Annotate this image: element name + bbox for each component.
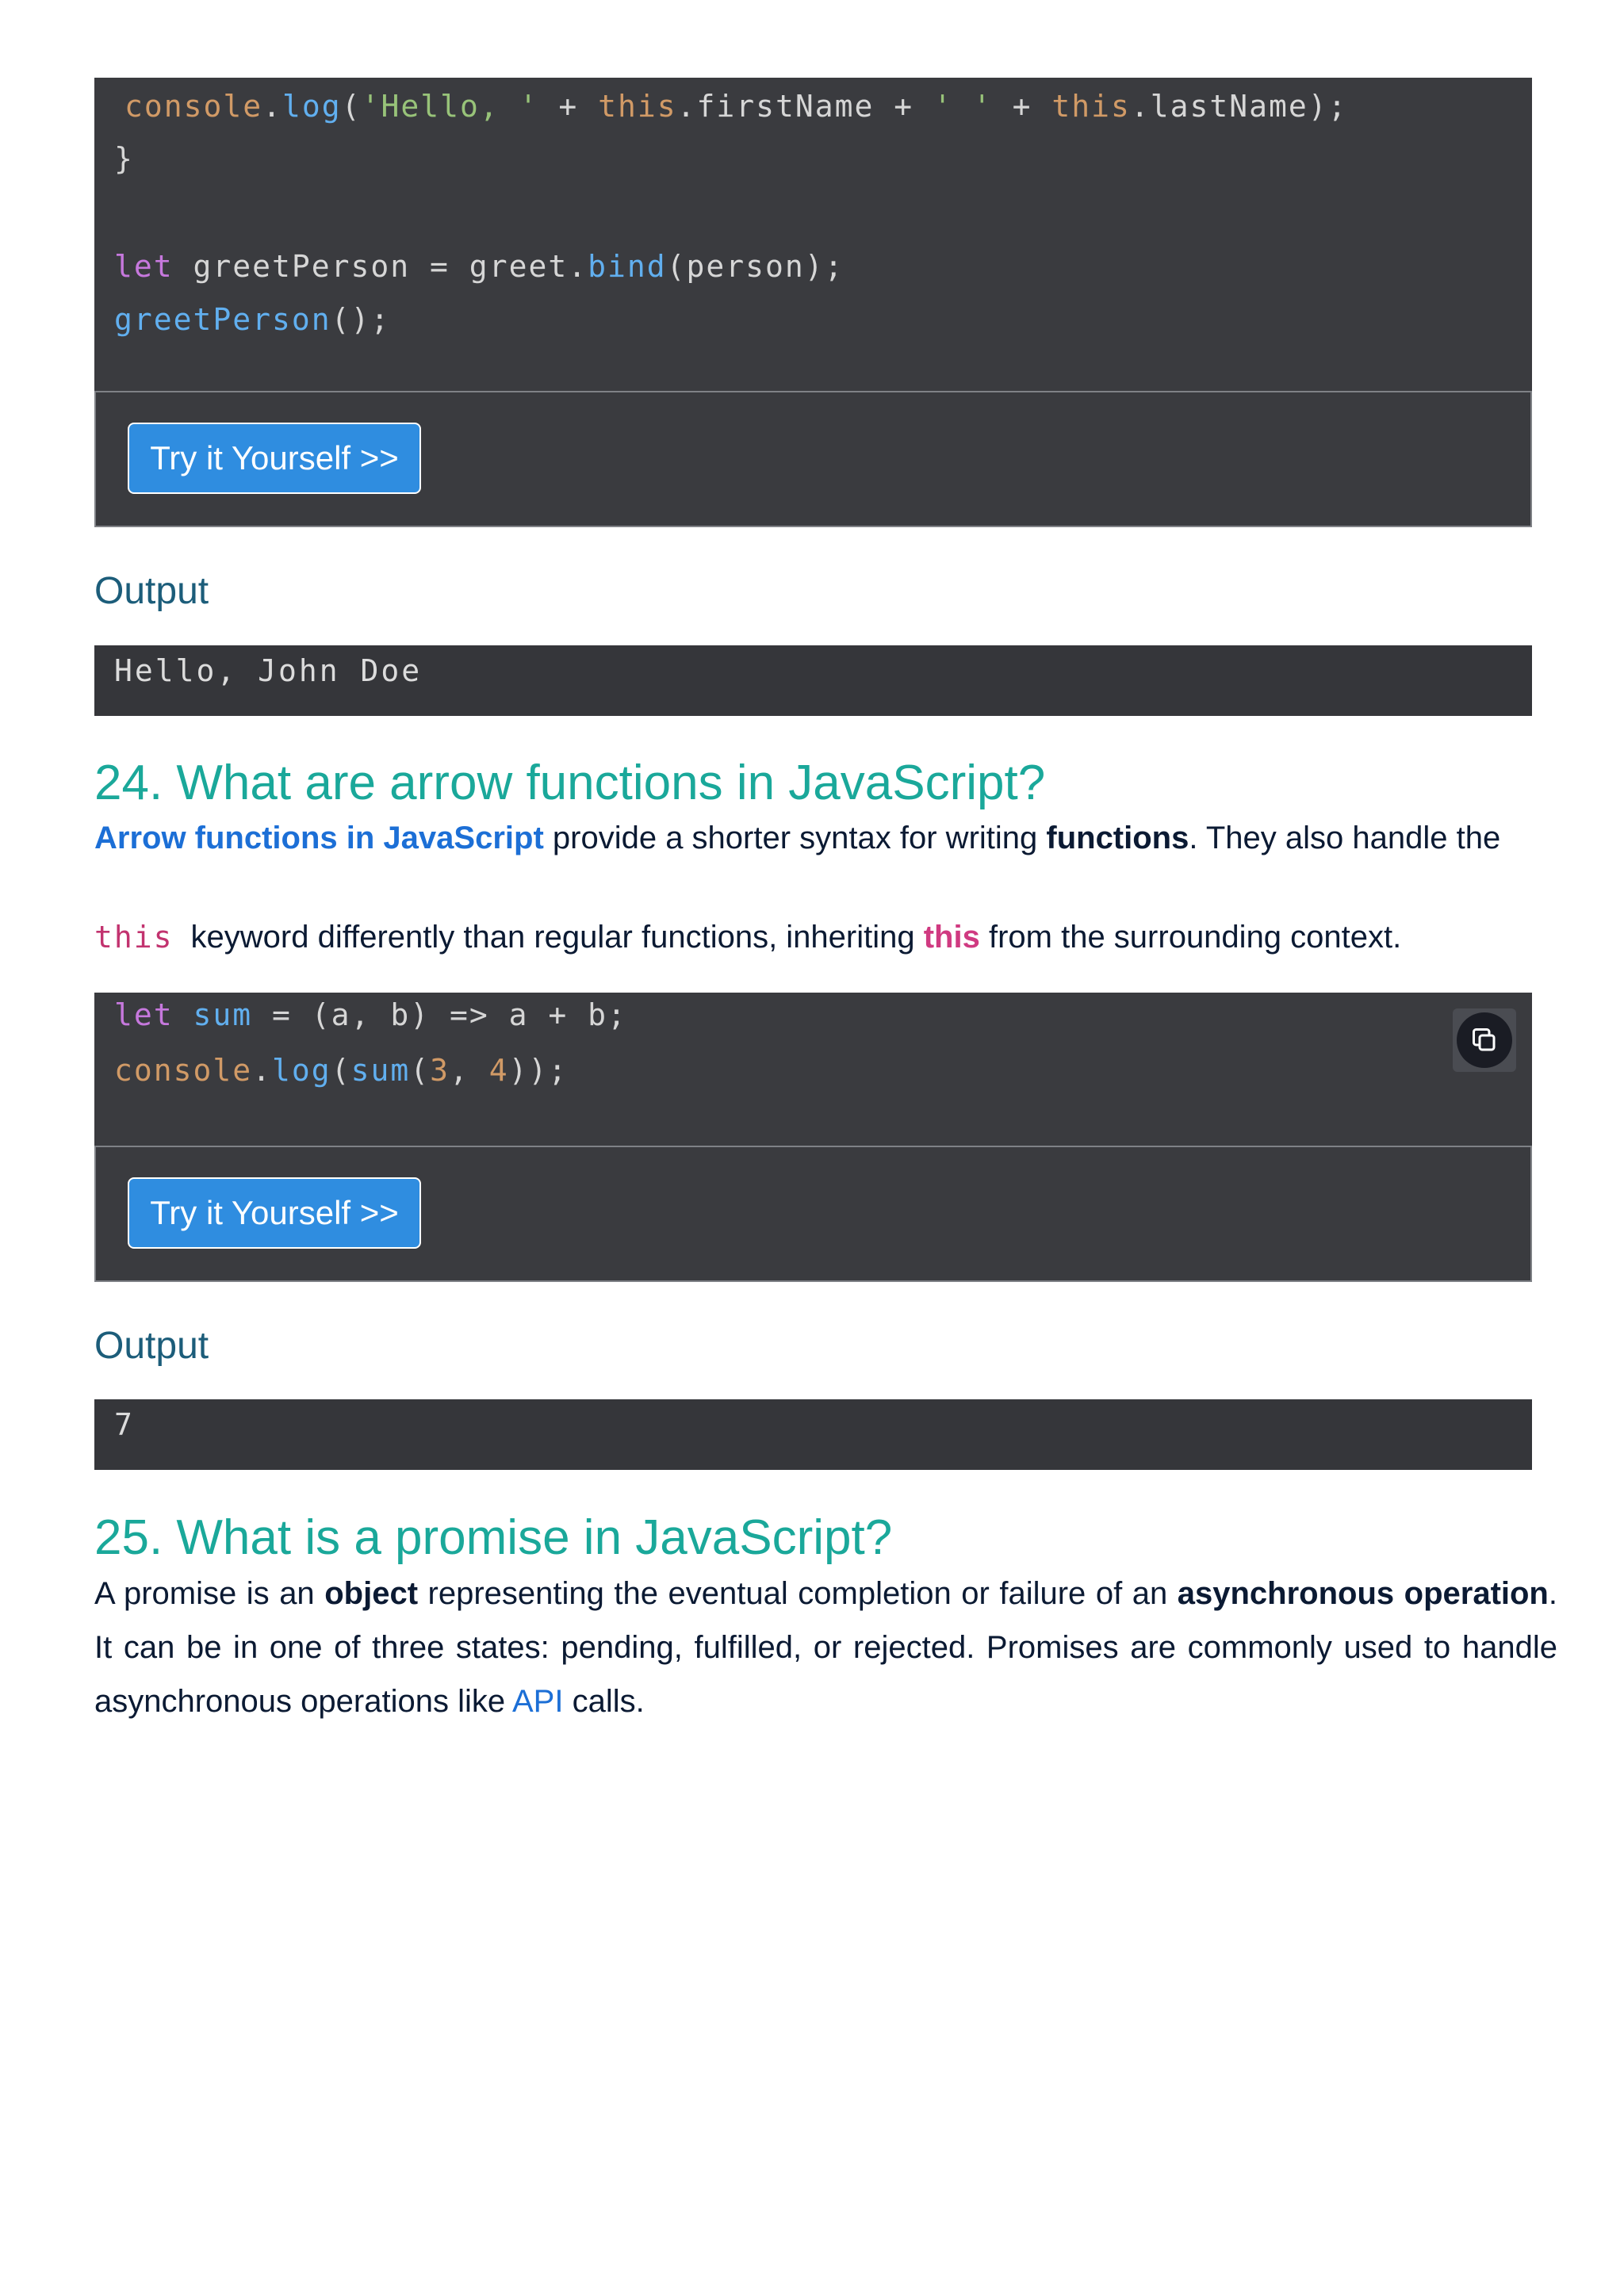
code-token: console	[114, 1053, 253, 1088]
text: representing the eventual completion or failure of an	[418, 1576, 1178, 1611]
text: calls.	[563, 1684, 645, 1719]
text: from the surrounding context.	[979, 920, 1402, 955]
copy-button[interactable]	[1453, 1008, 1516, 1072]
code-token: let	[114, 997, 174, 1032]
paragraph	[94, 821, 1500, 856]
arrow-functions-link[interactable]: Arrow functions in JavaScript	[94, 821, 544, 855]
code-token: this	[1051, 89, 1131, 124]
try-it-bar	[94, 1146, 1532, 1282]
code-token: (	[331, 1053, 351, 1088]
code-line	[114, 997, 627, 1032]
code-line	[124, 89, 1348, 124]
output-label: Output	[94, 1325, 209, 1367]
code-token: log	[272, 1053, 331, 1088]
code-token: this	[598, 89, 677, 124]
code-token: .lastName);	[1130, 89, 1348, 124]
code-token: (	[341, 89, 362, 124]
text: keyword differently than regular functions, inheriting	[190, 920, 924, 955]
code-token: = (a, b) => a + b;	[252, 997, 627, 1032]
code-token: .	[262, 89, 283, 124]
code-token: greetPerson = greet.	[173, 249, 588, 284]
output-value: Hello, John Doe	[114, 653, 423, 688]
code-token: 4	[488, 1053, 509, 1088]
code-token: 'Hello, '	[361, 89, 539, 124]
code-token: ));	[508, 1053, 569, 1088]
paragraph	[94, 920, 1401, 955]
text: . It can be in one of three states: pending, fulfilled, or rejected. Promises are commonly used to handle asynchronous operations like	[94, 1576, 1557, 1719]
code-token: 3	[430, 1053, 450, 1088]
code-token: sum	[193, 997, 253, 1032]
code-line	[114, 302, 390, 337]
code-token: console	[124, 89, 263, 124]
code-token: let	[114, 249, 174, 284]
text: provide a shorter syntax for writing	[543, 821, 1047, 855]
code-token: greetPerson	[114, 302, 331, 337]
code-line	[114, 249, 845, 284]
code-block-arrow	[94, 993, 1532, 1147]
code-token: sum	[350, 1053, 411, 1088]
code-token: (person);	[666, 249, 845, 284]
code-token: ' '	[933, 89, 993, 124]
question-25-heading: 25. What is a promise in JavaScript?	[94, 1510, 893, 1565]
api-link[interactable]: API	[512, 1684, 564, 1719]
code-token: ,	[450, 1053, 489, 1088]
bold-text: functions	[1046, 821, 1189, 855]
text: . They also handle the	[1189, 821, 1501, 855]
output-label: Output	[94, 570, 209, 612]
code-token: log	[282, 89, 342, 124]
code-token: (	[410, 1053, 431, 1088]
code-block-bind	[94, 78, 1532, 392]
copy-icon-circle	[1457, 1012, 1512, 1068]
copy-icon	[1470, 1026, 1499, 1054]
code-line	[114, 1053, 568, 1088]
output-box	[94, 1399, 1532, 1470]
try-it-bar	[94, 391, 1532, 527]
code-token: .firstName +	[676, 89, 934, 124]
output-box	[94, 645, 1532, 716]
code-token: .	[252, 1053, 273, 1088]
try-it-yourself-button[interactable]: Try it Yourself >>	[128, 423, 421, 494]
code-line: }	[114, 141, 134, 176]
output-value: 7	[114, 1407, 135, 1442]
code-token: ();	[331, 302, 391, 337]
promise-paragraph	[94, 1567, 1557, 1728]
code-token: +	[992, 89, 1052, 124]
bold-text: asynchronous operation	[1177, 1576, 1549, 1611]
code-token	[174, 997, 193, 1032]
question-24-heading: 24. What are arrow functions in JavaScript?	[94, 756, 1046, 810]
code-token: +	[538, 89, 599, 124]
inline-code: this	[94, 920, 174, 955]
highlight-text: this	[923, 920, 980, 955]
text: A promise is an	[94, 1576, 325, 1611]
bold-text: object	[324, 1576, 419, 1611]
try-it-yourself-button[interactable]: Try it Yourself >>	[128, 1177, 421, 1249]
code-token: bind	[588, 249, 667, 284]
